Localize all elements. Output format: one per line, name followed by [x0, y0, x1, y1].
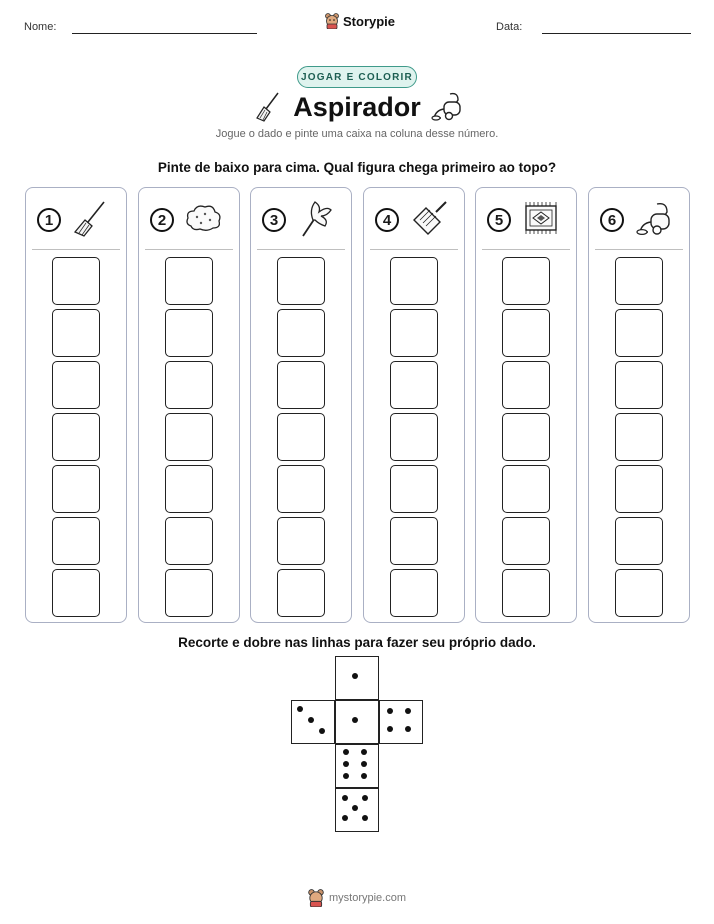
color-box[interactable]	[52, 361, 100, 409]
color-box[interactable]	[615, 413, 663, 461]
column-number: 1	[37, 208, 61, 232]
color-box[interactable]	[390, 465, 438, 513]
color-box[interactable]	[390, 569, 438, 617]
column-4	[363, 187, 465, 623]
die-pip	[361, 749, 367, 755]
die-face-4	[379, 700, 423, 744]
color-box[interactable]	[390, 361, 438, 409]
color-box[interactable]	[52, 517, 100, 565]
date-label: Data:	[496, 21, 523, 33]
vacuum-cleaner-icon	[430, 90, 464, 122]
feather-duster-icon	[295, 198, 335, 240]
name-line[interactable]	[72, 33, 257, 34]
color-box[interactable]	[502, 517, 550, 565]
die-face-5	[335, 788, 379, 832]
column-number: 6	[600, 208, 624, 232]
bear-icon	[308, 889, 324, 907]
color-box[interactable]	[165, 361, 213, 409]
activity-badge: JOGAR E COLORIR	[297, 66, 417, 88]
color-box[interactable]	[390, 309, 438, 357]
column-2	[138, 187, 240, 623]
color-box[interactable]	[165, 569, 213, 617]
column-1	[25, 187, 127, 623]
color-box[interactable]	[277, 569, 325, 617]
dustpan-icon	[408, 198, 448, 240]
name-label: Nome:	[24, 21, 57, 33]
die-pip	[297, 706, 303, 712]
color-box[interactable]	[277, 413, 325, 461]
column-divider	[257, 249, 345, 250]
color-box[interactable]	[615, 309, 663, 357]
die-pip	[405, 726, 411, 732]
color-box[interactable]	[390, 257, 438, 305]
color-box[interactable]	[165, 257, 213, 305]
die-face-1	[335, 700, 379, 744]
die-pip	[352, 805, 358, 811]
color-box[interactable]	[52, 309, 100, 357]
column-number: 4	[375, 208, 399, 232]
color-box[interactable]	[52, 465, 100, 513]
broom-icon	[70, 198, 110, 240]
die-face-3	[291, 700, 335, 744]
die-pip	[343, 773, 349, 779]
color-box[interactable]	[165, 413, 213, 461]
die-pip	[343, 749, 349, 755]
color-box[interactable]	[277, 361, 325, 409]
rug-icon	[520, 198, 560, 240]
vacuum-cleaner-icon	[633, 198, 673, 240]
color-box[interactable]	[502, 361, 550, 409]
column-divider	[482, 249, 570, 250]
die-face-6	[335, 744, 379, 788]
color-box[interactable]	[165, 465, 213, 513]
color-box[interactable]	[615, 465, 663, 513]
color-box[interactable]	[502, 413, 550, 461]
footer-url: mystorypie.com	[328, 892, 407, 904]
color-box[interactable]	[277, 517, 325, 565]
color-box[interactable]	[277, 309, 325, 357]
color-box[interactable]	[502, 257, 550, 305]
color-box[interactable]	[277, 257, 325, 305]
color-box[interactable]	[615, 517, 663, 565]
page-subtitle: Jogue o dado e pinte uma caixa na coluna desse número.	[215, 128, 499, 140]
die-instruction: Recorte e dobre nas linhas para fazer seu próprio dado.	[178, 635, 536, 650]
die-pip	[362, 795, 368, 801]
dust-cloud-icon	[183, 198, 223, 240]
column-number: 2	[150, 208, 174, 232]
column-number: 5	[487, 208, 511, 232]
color-box[interactable]	[390, 517, 438, 565]
die-pip	[342, 815, 348, 821]
color-box[interactable]	[165, 517, 213, 565]
die-pip	[387, 726, 393, 732]
die-pip	[343, 761, 349, 767]
column-divider	[145, 249, 233, 250]
die-pip	[362, 815, 368, 821]
die-pip	[352, 673, 358, 679]
color-box[interactable]	[502, 569, 550, 617]
date-line[interactable]	[542, 33, 691, 34]
column-divider	[370, 249, 458, 250]
column-divider	[595, 249, 683, 250]
color-box[interactable]	[615, 257, 663, 305]
color-box[interactable]	[615, 569, 663, 617]
color-box[interactable]	[390, 413, 438, 461]
page-title: Aspirador	[293, 92, 421, 122]
column-number: 3	[262, 208, 286, 232]
die-pip	[352, 717, 358, 723]
die-pip	[319, 728, 325, 734]
column-6	[588, 187, 690, 623]
column-3	[250, 187, 352, 623]
brand-name: Storypie	[343, 13, 396, 29]
column-5	[475, 187, 577, 623]
color-box[interactable]	[277, 465, 325, 513]
die-pip	[361, 773, 367, 779]
die-pip	[342, 795, 348, 801]
brand-logo	[325, 13, 395, 29]
column-divider	[32, 249, 120, 250]
die-face-1	[335, 656, 379, 700]
bear-icon	[325, 13, 339, 29]
die-pip	[361, 761, 367, 767]
color-box[interactable]	[52, 569, 100, 617]
die-pip	[387, 708, 393, 714]
footer	[0, 889, 714, 907]
color-box[interactable]	[52, 413, 100, 461]
color-box[interactable]	[502, 309, 550, 357]
color-box[interactable]	[52, 257, 100, 305]
die-pip	[405, 708, 411, 714]
instruction-text: Pinte de baixo para cima. Qual figura chega primeiro ao topo?	[157, 160, 557, 175]
color-box[interactable]	[502, 465, 550, 513]
color-box[interactable]	[165, 309, 213, 357]
die-pip	[308, 717, 314, 723]
color-box[interactable]	[615, 361, 663, 409]
